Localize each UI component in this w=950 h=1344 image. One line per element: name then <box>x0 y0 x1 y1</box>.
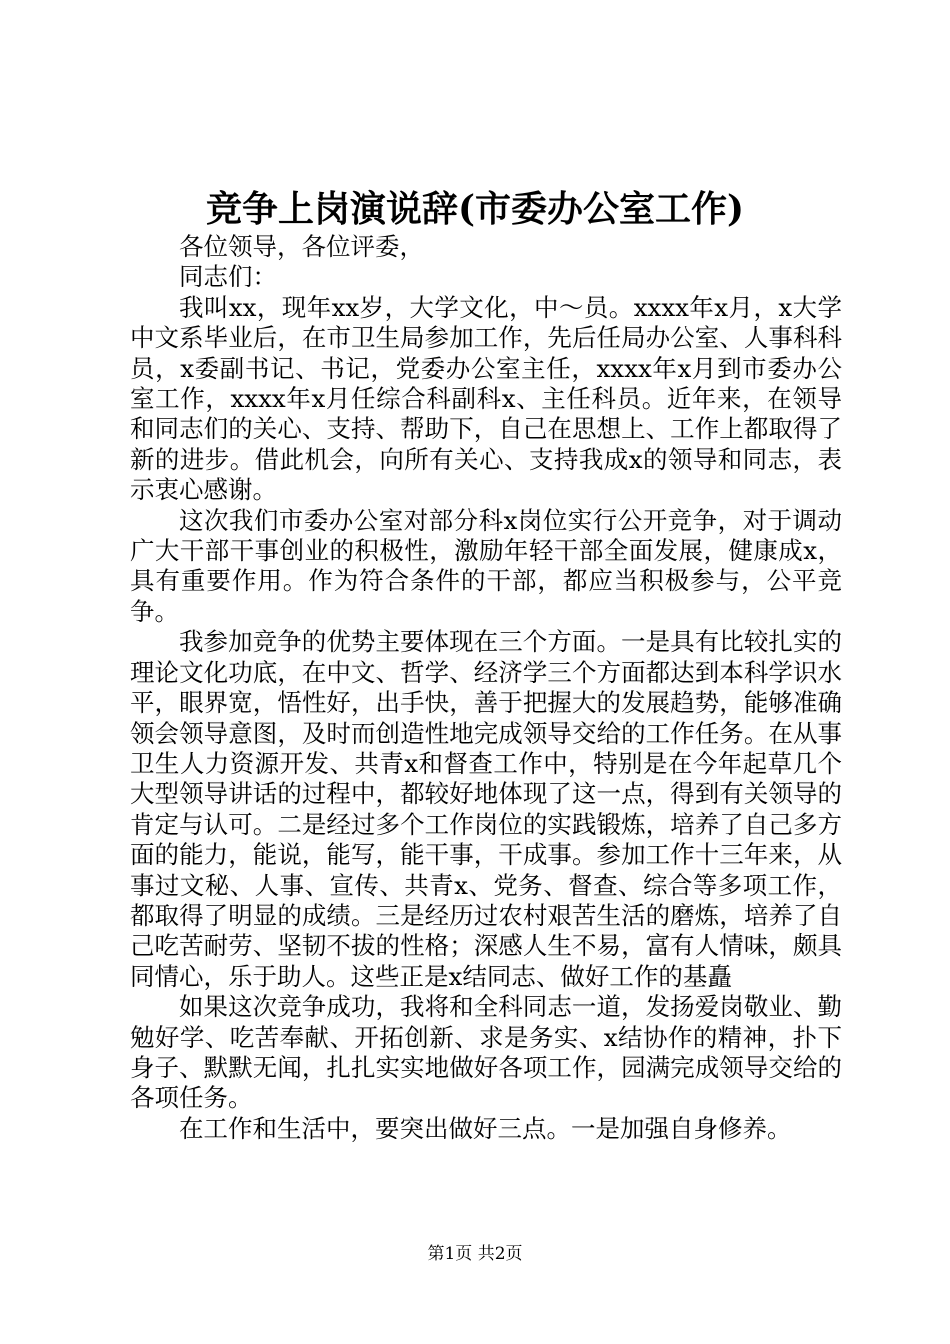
paragraph-work-and-life: 在工作和生活中，要突出做好三点。一是加强自身修养。 <box>179 1113 792 1143</box>
salutation-line-2: 同志们： <box>179 262 277 292</box>
paragraph-advantages: 我参加竞争的优势主要体现在三个方面。一是具有比较扎实的理论文化功底，在中文、哲学、经济学三个方面都达到本科学识水平，眼界宽，悟性好，出手快，善于把握大的发展趋势，能够准确领会领导意图，及时而创造性地完成领导交给的工作任务。在从事卫生人力资源开发、共青x和督查工作中，特别是在今年起草几个大型领导讲话的过程中，都较好地体现了这一点，得到有关领导的肯定与认可。二是经过多个工作岗位的实践锻炼，培养了自己多方面的能力，能说，能写，能干事，干成事。参加工作十三年来，从事过文秘、人事、宣传、共青x、党务、督查、综合等多项工作，都取得了明显的成绩。三是经历过农村艰苦生活的磨炼，培养了自己吃苦耐劳、坚韧不拔的性格；深感人生不易，富有人情味，颇具同情心，乐于助人。这些正是x结同志、做好工作的基矗 <box>130 627 842 991</box>
document-title: 竞争上岗演说辞(市委办公室工作) <box>205 188 745 230</box>
paragraph-introduction: 我叫xx，现年xx岁，大学文化，中～员。xxxx年x月，x大学中文系毕业后，在市卫生局参加工作，先后任局办公室、人事科科员，x委副书记、书记，党委办公室主任，xxxx年x月到市委办公室工作，xxxx年x月任综合科副科x、主任科员。近年来，在领导和同志们的关心、支持、帮助下，自己在思想上、工作上都取得了新的进步。借此机会，向所有关心、支持我成x的领导和同志，表示衷心感谢。 <box>130 292 842 505</box>
salutation-line-1: 各位领导，各位评委， <box>179 232 424 261</box>
page-number-footer: 第1页 共2页 <box>427 1244 523 1264</box>
document-body <box>130 232 842 1144</box>
paragraph-commitment: 如果这次竞争成功，我将和全科同志一道，发扬爱岗敬业、勤勉好学、吃苦奉献、开拓创新、求是务实、x结协作的精神，扑下身子、默默无闻，扎扎实实地做好各项工作，园满完成领导交给的各项任务。 <box>130 992 842 1113</box>
paragraph-competition-purpose: 这次我们市委办公室对部分科x岗位实行公开竞争，对于调动广大干部干事创业的积极性，激励年轻干部全面发展，健康成x，具有重要作用。作为符合条件的干部，都应当积极参与，公平竞争。 <box>130 505 842 626</box>
